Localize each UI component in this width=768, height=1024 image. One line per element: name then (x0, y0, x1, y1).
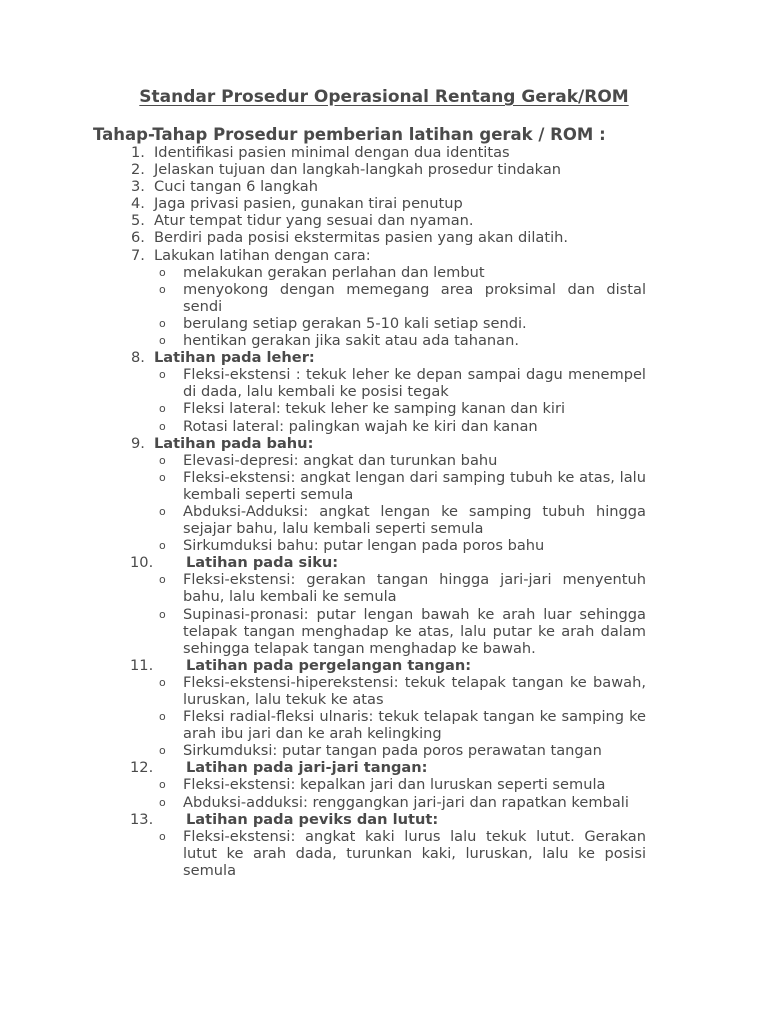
list-item-text: Lakukan latihan dengan cara: (154, 246, 371, 264)
sub-list-item (0, 537, 768, 554)
list-item (0, 212, 768, 229)
section-heading: Tahap-Tahap Prosedur pemberian latihan gerak / ROM : (93, 125, 606, 144)
list-item-text: Identifikasi pasien minimal dengan dua identitas (154, 144, 510, 161)
sub-list-item (0, 400, 768, 417)
sub-list-item-text: Fleksi-ekstensi: gerakan tangan hingga jari-jari menyentuh bahu, lalu kembali ke semula (183, 571, 646, 606)
list-item (0, 554, 768, 657)
sub-list-item-text: Sirkumduksi bahu: putar lengan pada poros bahu (183, 537, 545, 555)
sub-list-item-text: hentikan gerakan jika sakit atau ada tahanan. (183, 332, 520, 350)
bullet-icon: o (159, 744, 166, 758)
list-item-number: 1. (131, 144, 145, 161)
list-item-text: Latihan pada siku: (186, 554, 339, 572)
list-item-number: 3. (131, 178, 145, 196)
list-item (0, 759, 768, 810)
bullet-icon: o (159, 470, 166, 484)
bullet-icon: o (159, 829, 166, 843)
list-item (0, 178, 768, 195)
list-item (0, 229, 768, 246)
sub-list-item-text: Fleksi-ekstensi: angkat kaki lurus lalu tekuk lutut. Gerakan lutut ke arah dada, turunkan kaki, luruskan, lalu ke posisi semula (183, 827, 646, 879)
document-title: Standar Prosedur Operasional Rentang Gerak/ROM (139, 87, 629, 107)
sub-list-item-text: menyokong dengan memegang area proksimal dan distal sendi (183, 280, 646, 315)
sub-list-item (0, 332, 768, 349)
sub-list-item (0, 828, 768, 879)
bullet-icon: o (159, 419, 166, 433)
sub-list-item (0, 708, 768, 742)
list-item-text: Latihan pada peviks dan lutut: (186, 810, 439, 828)
sub-list-item (0, 606, 768, 657)
sub-list-item-text: Sirkumduksi: putar tangan pada poros perawatan tangan (183, 742, 602, 760)
sub-list-item (0, 315, 768, 332)
sub-list-item (0, 418, 768, 435)
list-item (0, 247, 768, 350)
list-item-number: 13. (130, 810, 154, 828)
sub-list-item-text: Fleksi-ekstensi : tekuk leher ke depan sampai dagu menempel di dada, lalu kembali ke posisi tegak (183, 366, 646, 401)
sub-list-item-text: Abduksi-Adduksi: angkat lengan ke samping tubuh hingga sejajar bahu, lalu kembali seperti semula (183, 502, 646, 538)
bullet-icon: o (159, 573, 166, 587)
list-item-number: 2. (131, 161, 145, 179)
sub-list-item-text: Fleksi radial-fleksi ulnaris: tekuk telapak tangan ke samping ke arah ibu jari dan ke arah kelingking (183, 708, 646, 743)
sub-list-item (0, 452, 768, 469)
sub-list-item-text: Fleksi lateral: tekuk leher ke samping kanan dan kiri (183, 400, 566, 418)
procedure-list (0, 144, 768, 879)
bullet-icon: o (159, 265, 166, 279)
list-item-text: Berdiri pada posisi ekstermitas pasien yang akan dilatih. (154, 229, 569, 247)
bullet-icon: o (159, 504, 166, 518)
sub-list-item (0, 469, 768, 503)
sub-list-item-text: melakukan gerakan perlahan dan lembut (183, 263, 485, 281)
list-item (0, 195, 768, 212)
sub-list-item-text: Elevasi-depresi: angkat dan turunkan bahu (183, 451, 498, 469)
sub-list-item (0, 503, 768, 537)
list-item (0, 657, 768, 760)
sub-list-item (0, 264, 768, 281)
sub-list-item-text: Abduksi-adduksi: renggangkan jari-jari dan rapatkan kembali (183, 793, 629, 811)
list-item-text: Latihan pada jari-jari tangan: (186, 759, 428, 777)
list-item-number: 12. (130, 759, 154, 777)
bullet-icon: o (159, 778, 166, 792)
sub-list-item-text: Fleksi-ekstensi: kepalkan jari dan luruskan seperti semula (183, 776, 606, 794)
list-item (0, 349, 768, 434)
list-item (0, 435, 768, 555)
list-item-text: Cuci tangan 6 langkah (154, 178, 318, 196)
bullet-icon: o (159, 453, 166, 467)
bullet-icon: o (159, 368, 166, 382)
bullet-icon: o (159, 795, 166, 809)
bullet-icon: o (159, 710, 166, 724)
list-item-number: 9. (131, 434, 145, 452)
sub-list-item (0, 674, 768, 708)
bullet-icon: o (159, 607, 166, 621)
list-item-number: 8. (131, 349, 145, 367)
bullet-icon: o (159, 402, 166, 416)
list-item-number: 10. (130, 554, 154, 572)
list-item-number: 4. (131, 195, 145, 213)
bullet-icon: o (159, 334, 166, 348)
sub-list-item (0, 742, 768, 759)
list-item (0, 811, 768, 879)
list-item-text: Jelaskan tujuan dan langkah-langkah prosedur tindakan (154, 161, 562, 179)
bullet-icon: o (159, 539, 166, 553)
list-item-number: 6. (131, 229, 145, 247)
sub-list-item-text: berulang setiap gerakan 5-10 kali setiap sendi. (183, 314, 527, 332)
list-item-text: Atur tempat tidur yang sesuai dan nyaman. (154, 212, 474, 230)
list-item-number: 11. (130, 656, 154, 674)
sub-list-item (0, 281, 768, 315)
sub-list-item-text: Supinasi-pronasi: putar lengan bawah ke arah luar sehingga telapak tangan menghadap ke atas, lalu putar ke arah dalam sehingga telapak tangan menghadap ke bawah. (183, 605, 646, 657)
bullet-icon: o (159, 282, 166, 296)
list-item-number: 5. (131, 212, 145, 230)
list-item-text: Latihan pada leher: (154, 349, 315, 367)
sub-list-item (0, 776, 768, 793)
list-item-text: Latihan pada bahu: (154, 434, 314, 452)
list-item (0, 144, 768, 161)
list-item-number: 7. (131, 246, 145, 264)
sub-list-item-text: Rotasi lateral: palingkan wajah ke kiri dan kanan (183, 417, 538, 435)
bullet-icon: o (159, 316, 166, 330)
list-item (0, 161, 768, 178)
sub-list-item-text: Fleksi-ekstensi-hiperekstensi: tekuk telapak tangan ke bawah, luruskan, lalu tekuk ke atas (183, 673, 646, 708)
sub-list-item (0, 366, 768, 400)
sub-list-item-text: Fleksi-ekstensi: angkat lengan dari samping tubuh ke atas, lalu kembali seperti semula (183, 468, 646, 503)
list-item-text: Jaga privasi pasien, gunakan tirai penutup (154, 195, 463, 213)
bullet-icon: o (159, 675, 166, 689)
list-item-text: Latihan pada pergelangan tangan: (186, 656, 472, 674)
sub-list-item (0, 571, 768, 605)
sub-list-item (0, 794, 768, 811)
